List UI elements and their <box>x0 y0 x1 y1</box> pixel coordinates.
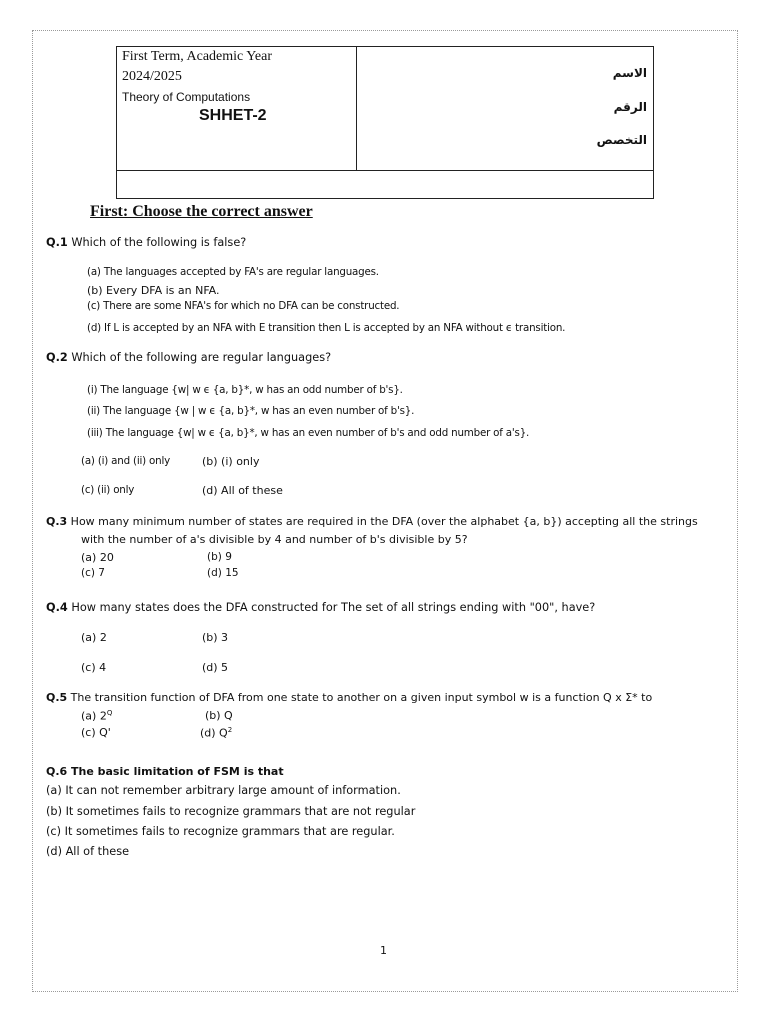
specialty-label: التخصص <box>596 133 647 147</box>
page-number: 1 <box>380 944 387 957</box>
q3-number: Q.3 <box>46 515 68 528</box>
q4-stem <box>46 601 595 614</box>
header-info-cell <box>117 47 357 171</box>
q2-text: Which of the following are regular languages? <box>67 351 332 364</box>
q2-statement-ii: (ii) The language {w | w ϵ {a, b}*, w has an even number of b's}. <box>87 405 415 417</box>
term-line-1: First Term, Academic Year <box>122 49 273 64</box>
q2-option-b: (b) (i) only <box>202 455 260 468</box>
q3-option-a: (a) 20 <box>81 551 114 564</box>
header-table <box>116 46 654 199</box>
q1-option-d: (d) If L is accepted by an NFA with Ε transition then L is accepted by an NFA without ϵ transition. <box>87 322 566 334</box>
q6-option-d: (d) All of these <box>46 845 130 858</box>
term-line-2: 2024/2025 <box>122 69 182 84</box>
q5-text: The transition function of DFA from one state to another on a given input symbol w is a function Q x Σ* to <box>67 691 653 704</box>
q3-option-b: (b) 9 <box>207 551 232 563</box>
q4-option-a: (a) 2 <box>81 631 107 644</box>
sheet-title: SHHET-2 <box>199 107 267 124</box>
q1-option-c: (c) There are some NFA's for which no DFA can be constructed. <box>87 300 400 312</box>
number-label: الرقم <box>613 100 647 114</box>
q3-text-continued: with the number of a's divisible by 4 and number of b's divisible by 5? <box>81 533 468 546</box>
q2-statement-iii: (iii) The language {w| w ϵ {a, b}*, w has an even number of b's and odd number of a's}. <box>87 427 530 439</box>
name-label: الاسم <box>612 66 647 80</box>
q4-number: Q.4 <box>46 601 68 614</box>
q5-option-a: (a) $2^Q$ <box>81 709 113 723</box>
q2-number: Q.2 <box>46 351 68 364</box>
q2-option-a: (a) (i) and (ii) only <box>81 455 171 467</box>
q5-stem <box>46 691 652 704</box>
q2-statement-i: (i) The language {w| w ϵ {a, b}*, w has an odd number of b's}. <box>87 384 403 396</box>
q1-number: Q.1 <box>46 236 68 249</box>
q3-stem <box>46 515 698 528</box>
section-title: First: Choose the correct answer <box>90 203 313 220</box>
q4-option-c: (c) 4 <box>81 661 107 674</box>
q5-option-b: (b) Q <box>205 709 233 722</box>
q3-option-c: (c) 7 <box>81 567 105 579</box>
q1-stem <box>46 236 246 249</box>
q2-option-d: (d) All of these <box>202 484 283 497</box>
q6-stem: Q.6 The basic limitation of FSM is that <box>46 765 284 778</box>
q4-text: How many states does the DFA constructed for The set of all strings ending with "00", have? <box>67 601 596 614</box>
q1-text: Which of the following is false? <box>67 236 247 249</box>
course-name: Theory of Computations <box>122 90 251 104</box>
q3-text: How many minimum number of states are required in the DFA (over the alphabet {a, b}) accepting all the strings <box>67 515 698 528</box>
q3-option-d: (d) 15 <box>207 567 239 579</box>
q2-stem <box>46 351 331 364</box>
q5-option-c: (c) Q' <box>81 726 111 739</box>
student-info-cell <box>357 47 653 171</box>
q5-option-d: (d) $Q^2$ <box>200 726 233 740</box>
q2-option-c: (c) (ii) only <box>81 484 135 496</box>
header-empty-row <box>117 171 653 198</box>
q5-number: Q.5 <box>46 691 68 704</box>
q6-option-a: (a) It can not remember arbitrary large amount of information. <box>46 784 401 797</box>
q6-option-c: (c) It sometimes fails to recognize grammars that are regular. <box>46 825 395 838</box>
q1-option-a: (a) The languages accepted by FA's are regular languages. <box>87 266 379 278</box>
q4-option-d: (d) 5 <box>202 661 229 674</box>
q4-option-b: (b) 3 <box>202 631 229 644</box>
q6-option-b: (b) It sometimes fails to recognize grammars that are not regular <box>46 805 416 818</box>
q1-option-b: (b) Every DFA is an NFA. <box>87 284 220 297</box>
